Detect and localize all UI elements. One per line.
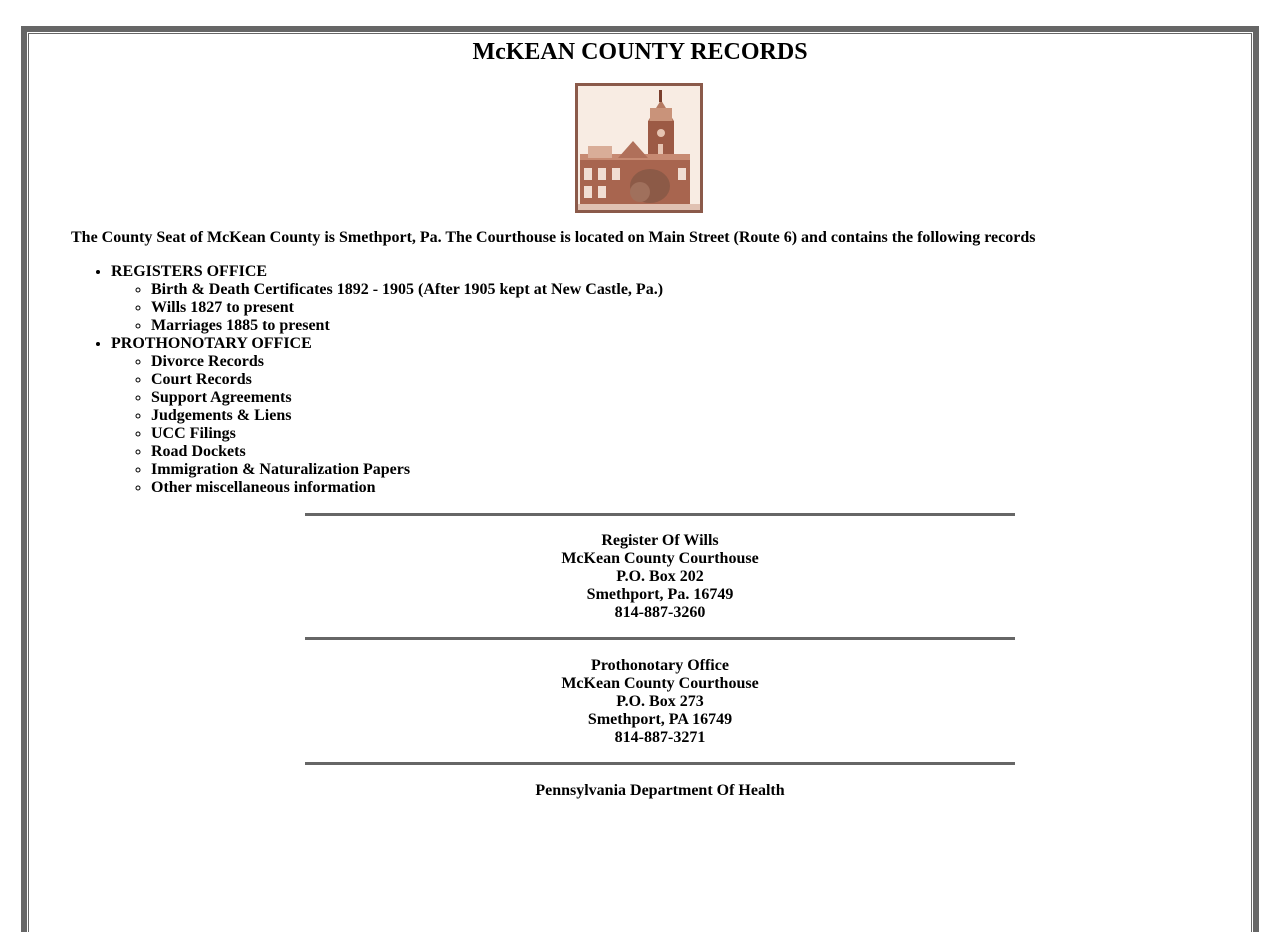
record-item: ◦ Other miscellaneous information bbox=[151, 479, 663, 497]
record-item: ◦ UCC Filings bbox=[151, 425, 663, 443]
record-item: ◦ Immigration & Naturalization Papers bbox=[151, 461, 663, 479]
divider bbox=[305, 762, 1015, 765]
address-name: Register Of Wills bbox=[601, 532, 719, 549]
record-item: ◦ Birth & Death Certificates 1892 - 1905 (After 1905 kept at New Castle, Pa.) bbox=[151, 281, 663, 299]
record-item: ◦ Wills 1827 to present bbox=[151, 299, 663, 317]
divider bbox=[305, 513, 1015, 516]
page-frame bbox=[21, 26, 1259, 932]
record-item: ◦ Marriages 1885 to present bbox=[151, 317, 663, 335]
office-name: PROTHONOTARY OFFICE bbox=[111, 335, 312, 352]
record-item: ◦ Divorce Records bbox=[151, 353, 663, 371]
page-inner-frame bbox=[28, 33, 1252, 932]
address-phone: 814-887-3271 bbox=[614, 729, 706, 746]
address-city: Smethport, Pa. 16749 bbox=[586, 586, 734, 603]
courthouse-photo-icon bbox=[575, 83, 703, 213]
record-item: ◦ Judgements & Liens bbox=[151, 407, 663, 425]
address-pa-department-of-health bbox=[305, 782, 1015, 800]
divider bbox=[305, 637, 1015, 640]
office-item bbox=[111, 335, 663, 497]
address-box: P.O. Box 202 bbox=[616, 568, 704, 585]
address-name: Prothonotary Office bbox=[591, 657, 729, 674]
page-title: McKEAN COUNTY RECORDS bbox=[472, 39, 808, 65]
address-building: McKean County Courthouse bbox=[561, 675, 759, 692]
address-register-of-wills bbox=[305, 532, 1015, 622]
address-building: McKean County Courthouse bbox=[561, 550, 759, 567]
intro-text: The County Seat of McKean County is Smethport, Pa. The Courthouse is located on Main Street (Route 6) and contains the following records bbox=[71, 229, 1036, 246]
office-list bbox=[71, 263, 663, 497]
office-item bbox=[111, 263, 663, 335]
address-name: Pennsylvania Department Of Health bbox=[535, 782, 785, 799]
courthouse-image bbox=[578, 86, 700, 210]
record-item: ◦ Road Dockets bbox=[151, 443, 663, 461]
address-phone: 814-887-3260 bbox=[614, 604, 706, 621]
record-list bbox=[111, 353, 663, 497]
address-city: Smethport, PA 16749 bbox=[587, 711, 733, 728]
record-item: ◦ Support Agreements bbox=[151, 389, 663, 407]
record-item: ◦ Court Records bbox=[151, 371, 663, 389]
address-prothonotary-office bbox=[305, 657, 1015, 747]
record-list bbox=[111, 281, 663, 335]
address-box: P.O. Box 273 bbox=[616, 693, 704, 710]
office-name: REGISTERS OFFICE bbox=[111, 263, 268, 280]
